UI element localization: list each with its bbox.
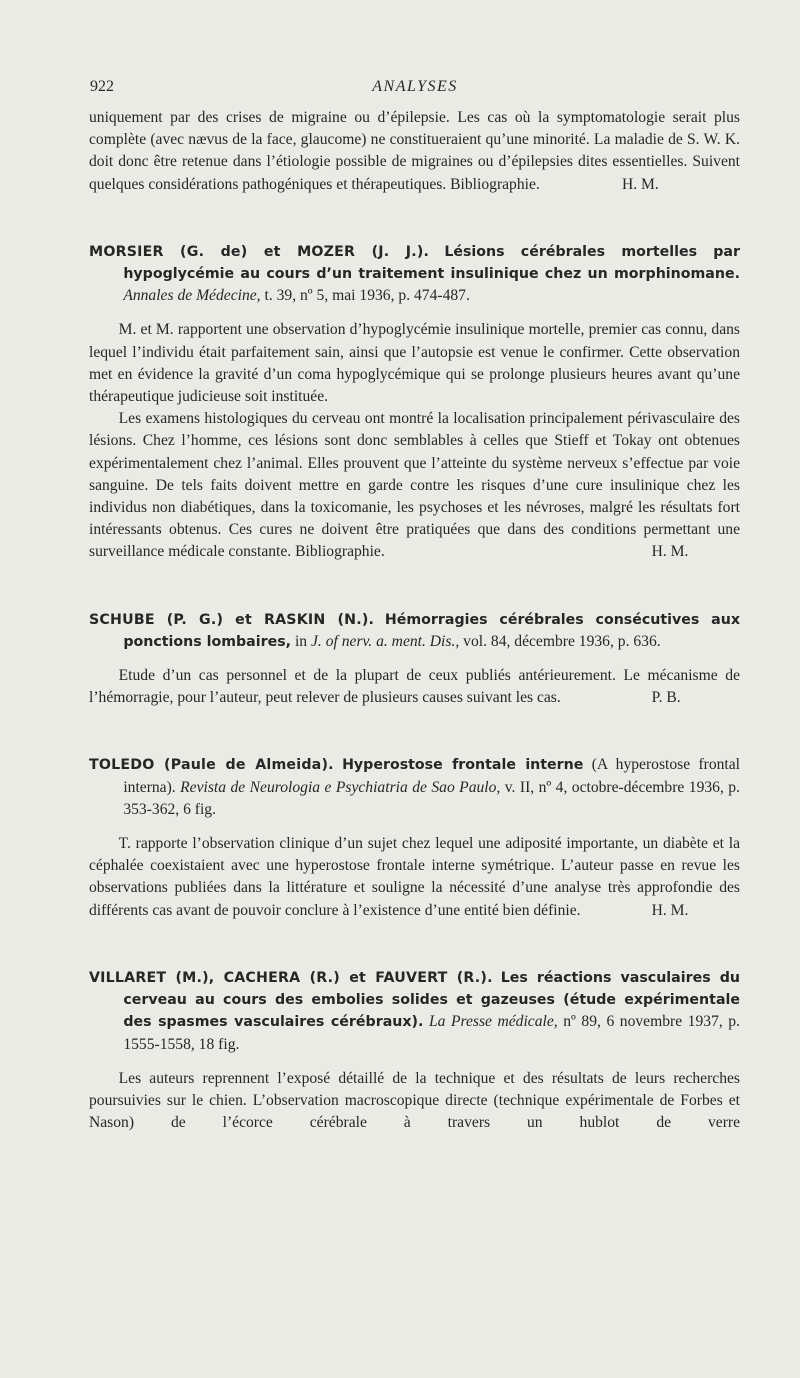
signature: H. M.: [651, 901, 689, 919]
entry-title: Les réactions vasculaires du cerveau au cours des embolies solides et gazeuses (étude expérimentale des spasmes vasculaires cérébraux).: [123, 969, 740, 1031]
entry-paragraph-text: Etude d’un cas personnel et de la plupart de ceux publiés antérieurement. Le mécanisme de l’hémorragie, pour l’auteur, peut relever de plusieurs causes suivant les cas.: [89, 667, 740, 707]
entry-title: Hyperostose frontale interne: [342, 757, 584, 774]
entry-title-suffix: in: [294, 632, 308, 650]
entry-citation: v. II, nº 4, octobre-décembre 1936, p. 353-362, 6 fig.: [123, 778, 740, 818]
entry-authors: TOLEDO (Paule de Almeida).: [89, 757, 334, 774]
entry-paragraph: [89, 408, 740, 563]
entry-authors: MORSIER (G. de) et MOZER (J. J.).: [89, 243, 430, 260]
entry-paragraph-text: Les examens histologiques du cerveau ont montré la localisation principalement périvasculaire des lésions. Chez l’homme, ces lésions sont donc semblables à celles que Stieff et Tokay ont obtenues expérimentalement chez l’animal. Elles prouvent que l’atteinte du système nerveux s’effectue par voie sanguine. De tels faits doivent mettre en garde contre les risques d’une cure insulinique chez les individus non diabétiques, dans la toxicomanie, les psychoses et les névroses, malgré les résultats fort intéressants obtenus. Ces cures ne doivent être pratiquées que dans des conditions permettant une surveillance médicale constante. Bibliographie.: [89, 410, 740, 561]
abstract-entry: [89, 754, 740, 921]
entry-authors: SCHUBE (P. G.) et RASKIN (N.).: [89, 611, 375, 628]
entry-heading: [89, 754, 740, 821]
text-column: [89, 107, 740, 1157]
signature: P. B.: [651, 689, 681, 707]
entry-title: Lésions cérébrales mortelles par hypoglycémie au cours d’un traitement insulinique chez un morphinomane.: [123, 243, 740, 283]
entry-paragraph: Les auteurs reprennent l’exposé détaillé de la technique et des résultats de leurs recherches poursuivies sur le chien. L’observation macroscopique directe (technique expérimentale de Forbes et Nason) de l’écorce cérébrale à travers un hublot de verre: [89, 1069, 740, 1132]
running-title: ANALYSES: [372, 78, 458, 95]
entry-journal: La Presse médicale,: [428, 1013, 558, 1031]
running-head: [90, 76, 740, 100]
entry-heading: [89, 241, 740, 308]
entry-paragraph: [89, 833, 740, 922]
abstract-entry: [89, 241, 740, 564]
entry-title-translation: (A hyperostose frontal interna).: [123, 756, 741, 796]
entry-authors: VILLARET (M.), CACHERA (R.) et FAUVERT (R.).: [89, 969, 493, 986]
entry-journal: J. of nerv. a. ment. Dis.,: [311, 632, 460, 650]
entry-citation: nº 89, 6 novembre 1937, p. 1555-1558, 18 fig.: [123, 1013, 740, 1053]
signature: H. M.: [651, 543, 689, 561]
entry-paragraph: [89, 665, 740, 709]
abstract-entry: [89, 967, 740, 1157]
continuation-paragraph: [89, 107, 740, 196]
entry-citation: t. 39, nº 5, mai 1936, p. 474-487.: [264, 287, 470, 305]
entry-paragraph: M. et M. rapportent une observation d’hypoglycémie insulinique mortelle, premier cas connu, dans lequel l’individu était parfaitement sain, ainsi que l’autopsie est venue le confirmer. Cette observation met en évidence la gravité d’un coma hypoglycémique qui se prolonge plusieurs heures avant qu’une thérapeutique judicieuse soit instituée.: [89, 321, 740, 406]
continuation-text: uniquement par des crises de migraine ou d’épilepsie. Les cas où la symptomatologie serait plus complète (avec nævus de la face, glaucome) ne constitueraient qu’une minorité. La maladie de S. W. K. doit donc être retenue dans l’étiologie possible de migraines ou d’épilepsies dites essentielles. Suivent quelques considérations pathogéniques et thérapeutiques. Bibliographie.: [89, 109, 740, 193]
entry-heading: [89, 967, 740, 1056]
entry-journal: Annales de Médecine,: [123, 287, 261, 305]
entry-journal: Revista de Neurologia e Psychiatria de Sao Paulo,: [180, 778, 501, 796]
signature: H. M.: [622, 175, 659, 193]
page-number: 922: [90, 78, 114, 95]
entry-paragraph-text: T. rapporte l’observation clinique d’un sujet chez lequel une adiposité importante, un diabète et la céphalée coexistaient avec une hyperostose frontale interne symétrique. L’auteur passe en revue les observations publiées dans la littérature et souligne la nécessité d’une analyse très approfondie des différents cas avant de pouvoir conclure à l’existence d’une entité bien définie.: [89, 835, 740, 919]
entry-title: Hémorragies cérébrales consécutives aux ponctions lombaires,: [123, 611, 740, 650]
abstract-entry: [89, 609, 740, 710]
entry-citation: vol. 84, décembre 1936, p. 636.: [463, 632, 661, 650]
entry-heading: [89, 609, 740, 653]
